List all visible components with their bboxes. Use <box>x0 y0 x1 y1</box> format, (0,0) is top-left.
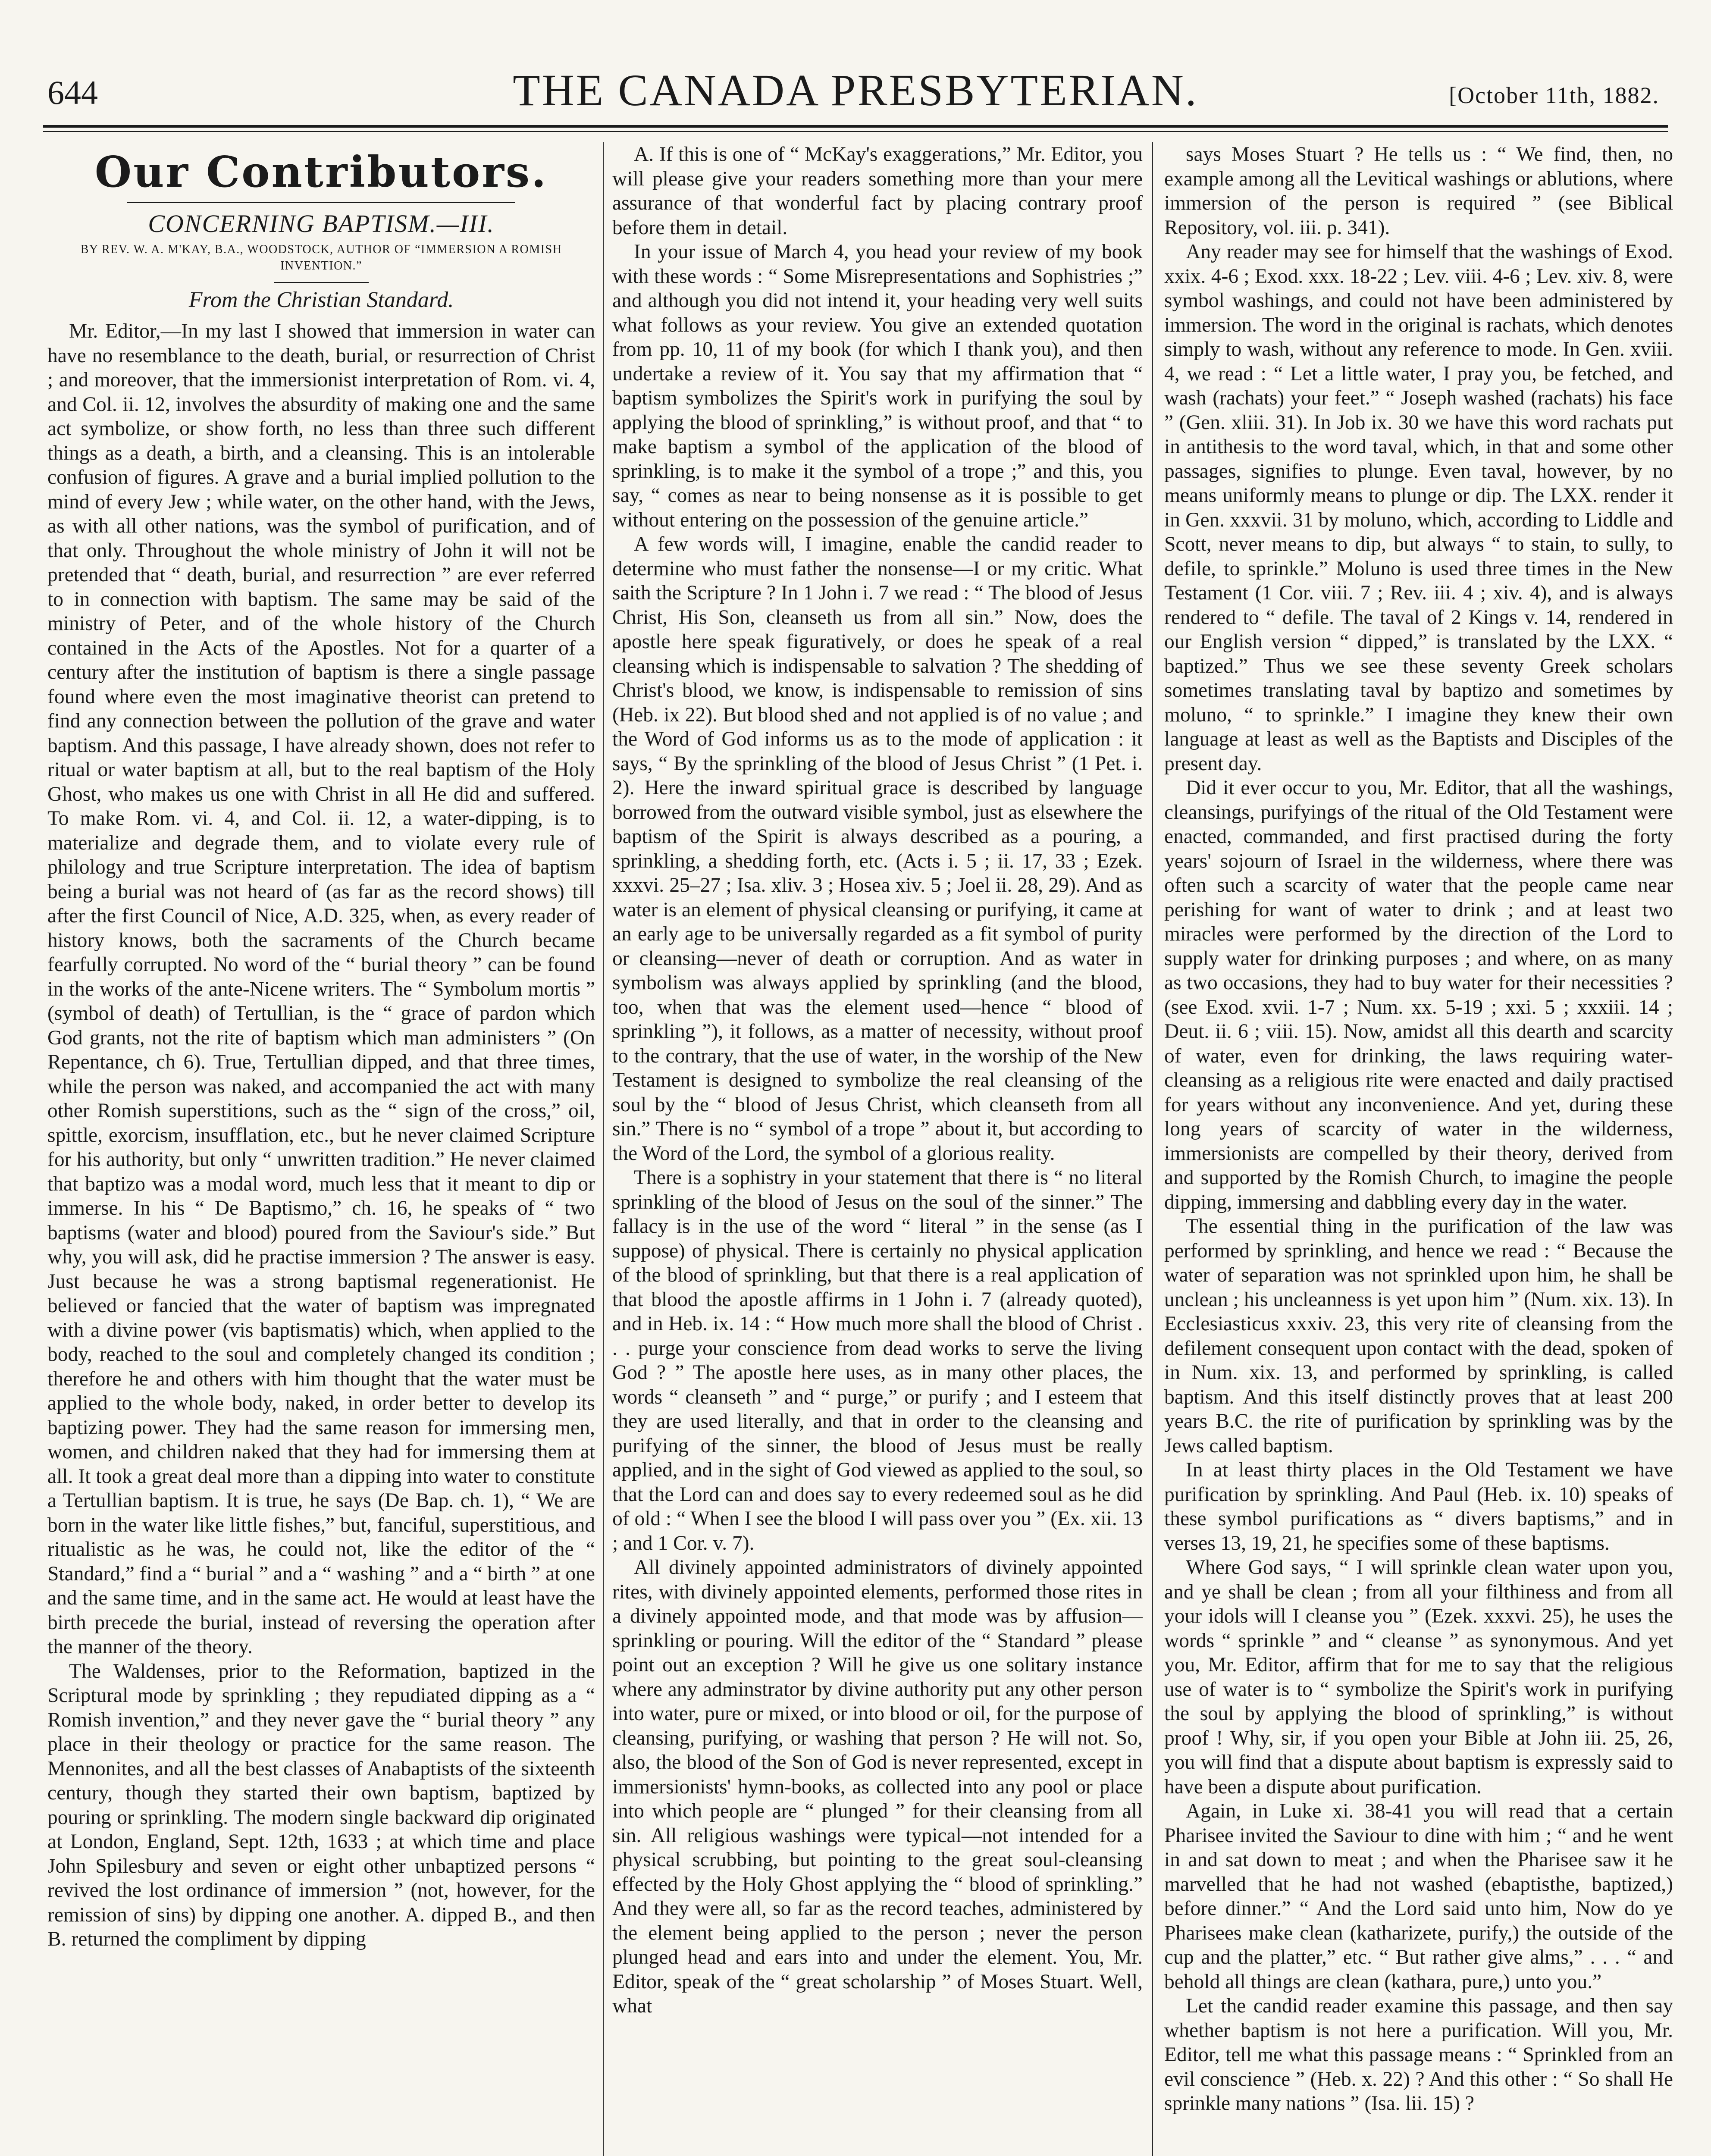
article-source: From the Christian Standard. <box>188 287 454 312</box>
paragraph: says Moses Stuart ? He tells us : “ We find, then, no example among all the Levitical washings or ablutions, where immersion of the person is required ” (see Biblical Repository, vol. iii. p. 341). <box>1164 143 1673 239</box>
section-rule <box>127 202 515 203</box>
paragraph: The Waldenses, prior to the Reformation, baptized in the Scriptural mode by sprinkling ; they repudiated dipping as a “ Romish invention,” and they never gave the “ burial theory ” any place in their theology or practice for the same reason. The Mennonites, and all the best classes of Anabaptists of the sixteenth century, though they started their own baptism, baptized by pouring or sprinkling. The modern single backward dip originated at London, England, Sept. 12th, 1633 ; at which time and place John Spilesbury and seven or eight other unbaptized persons “ revived the lost ordinance of immersion ” (not, however, for the remission of sins) by dipping one another. A. dipped B., and then B. returned the compliment by dipping <box>47 1660 595 1950</box>
header-rule <box>43 125 1668 128</box>
page-number: 644 <box>47 74 98 111</box>
article-title: CONCERNING BAPTISM.—III. <box>148 210 495 238</box>
paragraph: All divinely appointed administrators of divinely appointed rites, with divinely appointed elements, performed those rites in a divinely appointed mode, and that mode was by affusion—sprinkling or pouring. Will the editor of the “ Standard ” please point out an exception ? Will he give us one solitary instance where any adminstrator by divine authority put any other person into water, pure or mixed, or into blood or oil, for the purpose of cleansing, purifying, or washing that person ? He will not. So, also, the blood of the Son of God is never represented, except in immersionists' hymn-books, as collected into any pool or place into which people are “ plunged ” for their cleansing from all sin. All religious washings were typical—not intended for a physical scrubbing, but pointing to the great soul-cleansing effected by the Holy Ghost applying the “ blood of sprinkling.” And they were all, so far as the record teaches, administered by the element being applied to the person ; never the person plunged head and ears into and under the element. You, Mr. Editor, speak of the “ great scholarship ” of Moses Stuart. Well, what <box>612 1556 1143 2017</box>
paragraph: Any reader may see for himself that the washings of Exod. xxix. 4-6 ; Exod. xxx. 18-22 ; Lev. viii. 4-6 ; Lev. xiv. 8, were symbol washings, and could not have been administered by immersion. The word in the original is rachats, which denotes simply to wash, without any reference to mode. In Gen. xviii. 4, we read : “ Let a little water, I pray you, be fetched, and wash (rachats) your feet.” “ Joseph washed (rachats) his face ” (Gen. xliii. 31). In Job ix. 30 we have this word rachats put in antithesis to the word taval, which, in that and some other passages, signifies to plunge. Even taval, however, by no means uniformly means to plunge or dip. The LXX. render it in Gen. xxxvii. 31 by moluno, which, according to Liddle and Scott, never means to dip, but always “ to stain, to sully, to defile, to sprinkle.” Moluno is used three times in the New Testament (1 Cor. viii. 7 ; Rev. iii. 4 ; xiv. 4), and is always rendered to “ defile. The taval of 2 Kings v. 14, rendered in our English version “ dipped,” is translated by the LXX. “ baptized.” Thus we see these seventy Greek scholars sometimes translating taval by baptizo and sometimes by moluno, “ to sprinkle.” I imagine they knew their own language at least as well as the Baptists and Disciples of the present day. <box>1164 241 1673 775</box>
newspaper-title: THE CANADA PRESBYTERIAN. <box>513 66 1198 115</box>
paragraph: There is a sophistry in your statement that there is “ no literal sprinkling of the blood of Jesus on the soul of the sinner.” The fallacy is in the use of the word “ literal ” in the sense (as I suppose) of physical. There is certainly no physical application of the blood of sprinkling, but that there is a real application of that blood the apostle affirms in 1 John i. 7 (already quoted), and in Heb. ix. 14 : “ How much more shall the blood of Christ . . . purge your conscience from dead works to serve the living God ? ” The apostle here uses, as in many other places, the words “ cleanseth ” and “ purge,” or purify ; and I esteem that they are used literally, and that in order to the cleansing and purifying of the sinner, the blood of Jesus must be really applied, and in the sight of God viewed as applied to the soul, so that the Lord can and does say to every redeemed soul as he did of old : “ When I see the blood I will pass over you ” (Ex. xii. 13 ; and 1 Cor. v. 7). <box>612 1166 1143 1554</box>
paragraph: The essential thing in the purification of the law was performed by sprinkling, and hence we read : “ Because the water of separation was not sprinkled upon him, he shall be unclean ; his uncleanness is yet upon him ” (Num. xix. 13). In Ecclesiasticus xxxiv. 23, this very rite of cleansing from the defilement consequent upon contact with the dead, spoken of in Num. xix. 13, and performed by sprinkling, is called baptism. And this itself distinctly proves that at least 200 years B.C. the rite of purification by sprinkling was by the Jews called baptism. <box>1164 1215 1673 1457</box>
column-divider <box>603 142 604 2156</box>
column-2 <box>612 142 1143 2156</box>
byline-rule <box>274 282 369 283</box>
section-heading: Our Contributors. <box>94 147 548 197</box>
article-byline: BY REV. W. A. M'KAY, B.A., WOODSTOCK, AUTHOR OF “IMMERSION A ROMISH INVENTION.” <box>80 242 562 273</box>
paragraph: Let the candid reader examine this passage, and then say whether baptism is not here a purification. Will you, Mr. Editor, tell me what this passage means : “ Sprinkled from an evil conscience ” (Heb. x. 22) ? And this other : “ So shall He sprinkle many nations ” (Isa. lii. 15) ? <box>1164 1995 1673 2115</box>
issue-date: [October 11th, 1882. <box>1449 82 1659 108</box>
paragraph: A few words will, I imagine, enable the candid reader to determine who must father the nonsense—I or my critic. What saith the Scripture ? In 1 John i. 7 we read : “ The blood of Jesus Christ, His Son, cleanseth us from all sin.” Now, does the apostle here speak figuratively, or does he speak of a real cleansing which is indispensable to salvation ? The shedding of Christ's blood, we know, is indispensable to remission of sins (Heb. ix 22). But blood shed and not applied is of no value ; and the Word of God informs us as to the mode of application : it says, “ By the sprinkling of the blood of Jesus Christ ” (1 Pet. i. 2). Here the inward spiritual grace is described by language borrowed from the outward visible symbol, just as elsewhere the baptism of the Spirit is always described as a pouring, a sprinkling, a shedding forth, etc. (Acts i. 5 ; ii. 17, 33 ; Ezek. xxxvi. 25–27 ; Isa. xliv. 3 ; Hosea xiv. 5 ; Joel ii. 28, 29). And as water is an element of physical cleansing or purifying, it came at an early age to be universally regarded as a fit symbol of purity or cleansing—never of death or corruption. And as water in symbolism was always applied by sprinkling (and the blood, too, when that was the element used—hence “ blood of sprinkling ”), it follows, as a matter of necessity, without proof to the contrary, that the use of water, in the worship of the New Testament is designed to symbolize the real cleansing of the soul by the “ blood of Jesus Christ, which cleanseth from all sin.” There is no “ symbol of a trope ” about it, but according to the Word of the Lord, the symbol of a glorious reality. <box>612 533 1143 1165</box>
column-1 <box>47 142 595 2156</box>
masthead <box>0 65 1711 125</box>
column-3 <box>1164 142 1673 2156</box>
paragraph: A. If this is one of “ McKay's exaggerations,” Mr. Editor, you will please give your readers something more than your mere assurance of that wonderful fact by placing contrary proof before them in detail. <box>612 143 1143 239</box>
paragraph: Where God says, “ I will sprinkle clean water upon you, and ye shall be clean ; from all your filthiness and from all your idols will I cleanse you ” (Ezek. xxxvi. 25), he uses the words “ sprinkle ” and “ cleanse ” as synonymous. And yet you, Mr. Editor, affirm that for me to say that the religious use of water is to “ symbolize the Spirit's work in purifying the soul by applying the blood of sprinkling,” is without proof ! Why, sir, if you open your Bible at John iii. 25, 26, you will find that a dispute about baptism is expressly said to have been a dispute about purification. <box>1164 1556 1673 1798</box>
paragraph: In at least thirty places in the Old Testament we have purification by sprinkling. And Paul (Heb. ix. 10) speaks of these symbol purifications as “ divers baptisms,” and in verses 13, 19, 21, he specifies some of these baptisms. <box>1164 1459 1673 1554</box>
paragraph: Did it ever occur to you, Mr. Editor, that all the washings, cleansings, purifyings of the ritual of the Old Testament were enacted, commanded, and first practised during the forty years' sojourn of Israel in the wilderness, where there was often such a scarcity of water that the people came near perishing for want of water to drink ; and at least two miracles were performed by the direction of the Lord to supply water for drinking purposes ; and where, on as many as two occasions, they had to buy water for their necessities ? (see Exod. xvii. 1-7 ; Num. xx. 5-19 ; xxi. 5 ; xxxiii. 14 ; Deut. ii. 6 ; viii. 15). Now, amidst all this dearth and scarcity of water, even for drinking, the laws requiring water-cleansing as a religious rite were enacted and daily practised for years without any inconvenience. And yet, during these long years of scarcity of water in the wilderness, immersionists are compelled by their theory, derived from and supported by the Romish Church, to imagine the people dipping, immersing and dabbling every day in the water. <box>1164 777 1673 1213</box>
column-divider <box>1152 142 1153 2156</box>
header-rule-thin <box>43 131 1668 132</box>
paragraph: Mr. Editor,—In my last I showed that immersion in water can have no resemblance to the death, burial, or resurrection of Christ ; and moreover, that the immersionist interpretation of Rom. vi. 4, and Col. ii. 12, involves the absurdity of making one and the same act symbolize, or show forth, no less than three such different things as a death, a birth, and a cleansing. This is an intolerable confusion of figures. A grave and a burial implied pollution to the mind of every Jew ; while water, on the other hand, with the Jews, as with all other nations, was the symbol of purification, and of that only. Throughout the whole ministry of John it will not be pretended that “ death, burial, and resurrection ” are ever referred to in connection with baptism. The same may be said of the ministry of Peter, and of the whole history of the Church contained in the Acts of the Apostles. Not for a quarter of a century after the institution of baptism is there a single passage found where even the most imaginative theorist can pretend to find any connection between the pollution of the grave and water baptism. And this passage, I have already shown, does not refer to ritual or water baptism at all, but to the real baptism of the Holy Ghost, who makes us one with Christ in all He did and suffered. To make Rom. vi. 4, and Col. ii. 12, a water-dipping, is to materialize and degrade them, and to violate every rule of philology and true Scripture interpretation. The idea of baptism being a burial was not heard of (as far as the record shows) till after the first Council of Nice, A.D. 325, when, as every reader of history knows, both the sacraments of the Church became fearfully corrupted. No word of the “ burial theory ” can be found in the works of the ante-Nicene writers. The “ Symbolum mortis ” (symbol of death) of Tertullian, is the “ grace of pardon which God grants, not the rite of baptism which man administers ” (On Repentance, ch 6). True, Tertullian dipped, and that three times, while the person was naked, and accompanied the act with many other Romish superstitions, such as the “ sign of the cross,” oil, spittle, exorcism, insufflation, etc., but he never claimed Scripture for his authority, but only “ unwritten tradition.” He never claimed that baptizo was a modal word, much less that it meant to dip or immerse. In his “ De Baptismo,” ch. 16, he speaks of “ two baptisms (water and blood) poured from the Saviour's side.” But why, you will ask, did he practise immersion ? The answer is easy. Just because he was a strong baptismal regenerationist. He believed or fancied that the water of baptism was impregnated with a divine power (vis baptismatis) which, when applied to the body, reached to the soul and completely changed its condition ; therefore he and others with him thought that the water must be applied to the whole body, naked, in order better to develop its baptizing power. They had the same reason for immersing men, women, and children naked that they had for immersing them at all. It took a great deal more than a dipping into water to constitute a Tertullian baptism. It is true, he says (De Bap. ch. 1), “ We are born in the water like little fishes,” but, fanciful, superstitious, and ritualistic as he was, he could not, like the editor of the “ Standard,” find a “ burial ” and a “ washing ” and a “ birth ” at one and the same time, and in the same act. He would at least have the birth precede the burial, instead of reversing the operation after the manner of the theory. <box>47 320 595 1658</box>
paragraph: Again, in Luke xi. 38-41 you will read that a certain Pharisee invited the Saviour to dine with him ; “ and he went in and sat down to meat ; and when the Pharisee saw it he marvelled that he had not washed (ebaptisthe, baptized,) before dinner.” “ And the Lord said unto him, Now do ye Pharisees make clean (katharizete, purify,) the outside of the cup and the platter,” etc. “ But rather give alms,” . . . “ and behold all things are clean (kathara, pure,) unto you.” <box>1164 1800 1673 1993</box>
paragraph: In your issue of March 4, you head your review of my book with these words : “ Some Misrepresentations and Sophistries ;” and although you did not intend it, your heading very well suits what follows as your review. You give an extended quotation from pp. 10, 11 of my book (for which I thank you), and then undertake a review of it. You say that my affirmation that “ baptism symbolizes the Spirit's work in purifying the soul by applying the blood of sprinkling,” is without proof, and that “ to make baptism a symbol of the application of the blood of sprinkling, is to make it the symbol of a trope ;” and this, you say, “ comes as near to being nonsense as it is possible to get without entering on the possession of the genuine article.” <box>612 241 1143 531</box>
